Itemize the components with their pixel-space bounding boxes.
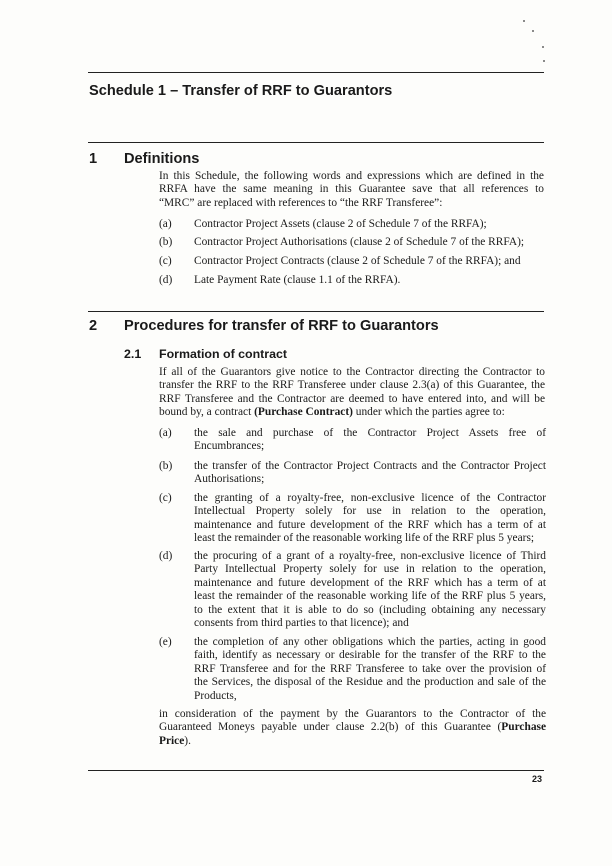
text-line: the completion of any other obligations which the parties, acting in good	[194, 636, 546, 648]
list-item	[194, 427, 546, 454]
definition-label: (d)	[159, 274, 173, 286]
scan-speck	[523, 20, 525, 22]
text-line	[159, 406, 545, 419]
schedule-title: Schedule 1 – Transfer of RRF to Guarantors	[89, 83, 393, 99]
list-label: (e)	[159, 636, 172, 648]
definition-text: Contractor Project Assets (clause 2 of Schedule 7 of the RRFA);	[194, 218, 487, 230]
section-2-number: 2	[89, 318, 98, 334]
list-item	[194, 550, 546, 630]
scan-speck	[543, 60, 545, 62]
text-line: Encumbrances;	[194, 440, 265, 453]
list-item	[194, 636, 546, 703]
text-line: the transfer of the Contractor Project Contracts and the Contractor Project	[194, 460, 546, 472]
text-fragment: under which the parties agree to:	[352, 406, 505, 419]
text-line: RRF Transferee and for the RRF Transferee to take over the provision of	[194, 662, 546, 675]
scan-speck	[542, 46, 544, 48]
text-fragment: Guaranteed Moneys payable under clause 2.2(b) of this Guarantee (	[159, 721, 502, 734]
text-line: Products,	[194, 689, 237, 702]
subsection-number: 2.1	[124, 347, 142, 361]
text-line: least the remainder of the reasonable working life of the RRF plus 5 years,	[194, 590, 546, 603]
scan-speck	[532, 30, 534, 32]
text-line: “MRC” are replaced with references to “the RRF Transferee”:	[159, 196, 443, 209]
text-line: In this Schedule, the following words and expressions which are defined in the	[159, 170, 544, 182]
definitions-intro	[159, 170, 544, 210]
text-line: the Services, the disposal of the Residue and the production and sale of the	[194, 676, 546, 689]
text-line: the granting of a royalty-free, non-exclusive licence of the Contractor	[194, 492, 546, 504]
footer-rule	[88, 770, 544, 771]
text-fragment: bound by, a contract	[159, 406, 255, 419]
text-line: Party Intellectual Property solely for use in relation to the operation,	[194, 563, 546, 576]
definition-text: Late Payment Rate (clause 1.1 of the RRFA).	[194, 274, 401, 286]
section-1-number: 1	[89, 151, 98, 167]
definition-label: (b)	[159, 236, 173, 248]
defined-term-price: Price	[159, 734, 185, 747]
text-line: the procuring of a grant of a royalty-free, non-exclusive licence of Third	[194, 550, 546, 562]
list-label: (a)	[159, 427, 172, 439]
list-label: (d)	[159, 550, 173, 562]
list-item	[194, 460, 546, 487]
definition-text: Contractor Project Authorisations (clause 2 of Schedule 7 of the RRFA);	[194, 236, 525, 248]
text-line: maintenance and future development of the RRF which has a term of at	[194, 518, 546, 531]
list-item	[194, 492, 546, 546]
text-line: transfer the RRF to the RRF Transferee under clause 2.3(a) of this Guarantee, the	[159, 379, 545, 392]
list-label: (b)	[159, 460, 173, 472]
formation-intro	[159, 366, 545, 420]
text-line: maintenance and future development of the RRF which has a term of at	[194, 576, 546, 589]
text-line: the sale and purchase of the Contractor Project Assets free of	[194, 427, 546, 439]
text-line: RRFA have the same meaning in this Guarantee save that all references to	[159, 183, 544, 196]
section-1-rule	[88, 142, 544, 143]
text-line: consents from third parties to that licence); and	[194, 617, 409, 630]
subsection-title: Formation of contract	[159, 347, 288, 361]
list-label: (c)	[159, 492, 172, 504]
page-number: 23	[532, 774, 543, 784]
section-1-title: Definitions	[124, 151, 200, 167]
defined-term-purchase: Purchase	[501, 721, 546, 734]
consideration-paragraph	[159, 708, 546, 748]
text-line	[159, 735, 546, 748]
top-rule	[88, 72, 544, 73]
text-line: RRF Transferee and the Contractor are deemed to have entered into, and will be	[159, 392, 545, 405]
text-line	[159, 721, 546, 734]
definition-text: Contractor Project Contracts (clause 2 of Schedule 7 of the RRFA); and	[194, 255, 521, 267]
text-line: Intellectual Property solely for use in relation to the operation,	[194, 505, 546, 518]
text-line: Authorisations;	[194, 473, 265, 486]
defined-term-purchase-contract: (Purchase Contract)	[254, 406, 353, 419]
text-line: If all of the Guarantors give notice to the Contractor directing the Contractor to	[159, 366, 545, 378]
text-line: faith, identify as necessary or desirable for the transfer of the RRF to the	[194, 649, 546, 662]
section-2-rule	[88, 311, 544, 312]
definition-label: (a)	[159, 218, 172, 230]
definition-label: (c)	[159, 255, 172, 267]
text-line: to the extent that it is able to do so (including obtaining any necessary	[194, 603, 546, 616]
text-line: in consideration of the payment by the Guarantors to the Contractor of the	[159, 708, 546, 720]
text-line: least the remainder of the reasonable working life of the RRF plus 5 years;	[194, 532, 535, 545]
section-2-title: Procedures for transfer of RRF to Guarantors	[124, 318, 439, 334]
text-fragment: ).	[184, 734, 191, 747]
